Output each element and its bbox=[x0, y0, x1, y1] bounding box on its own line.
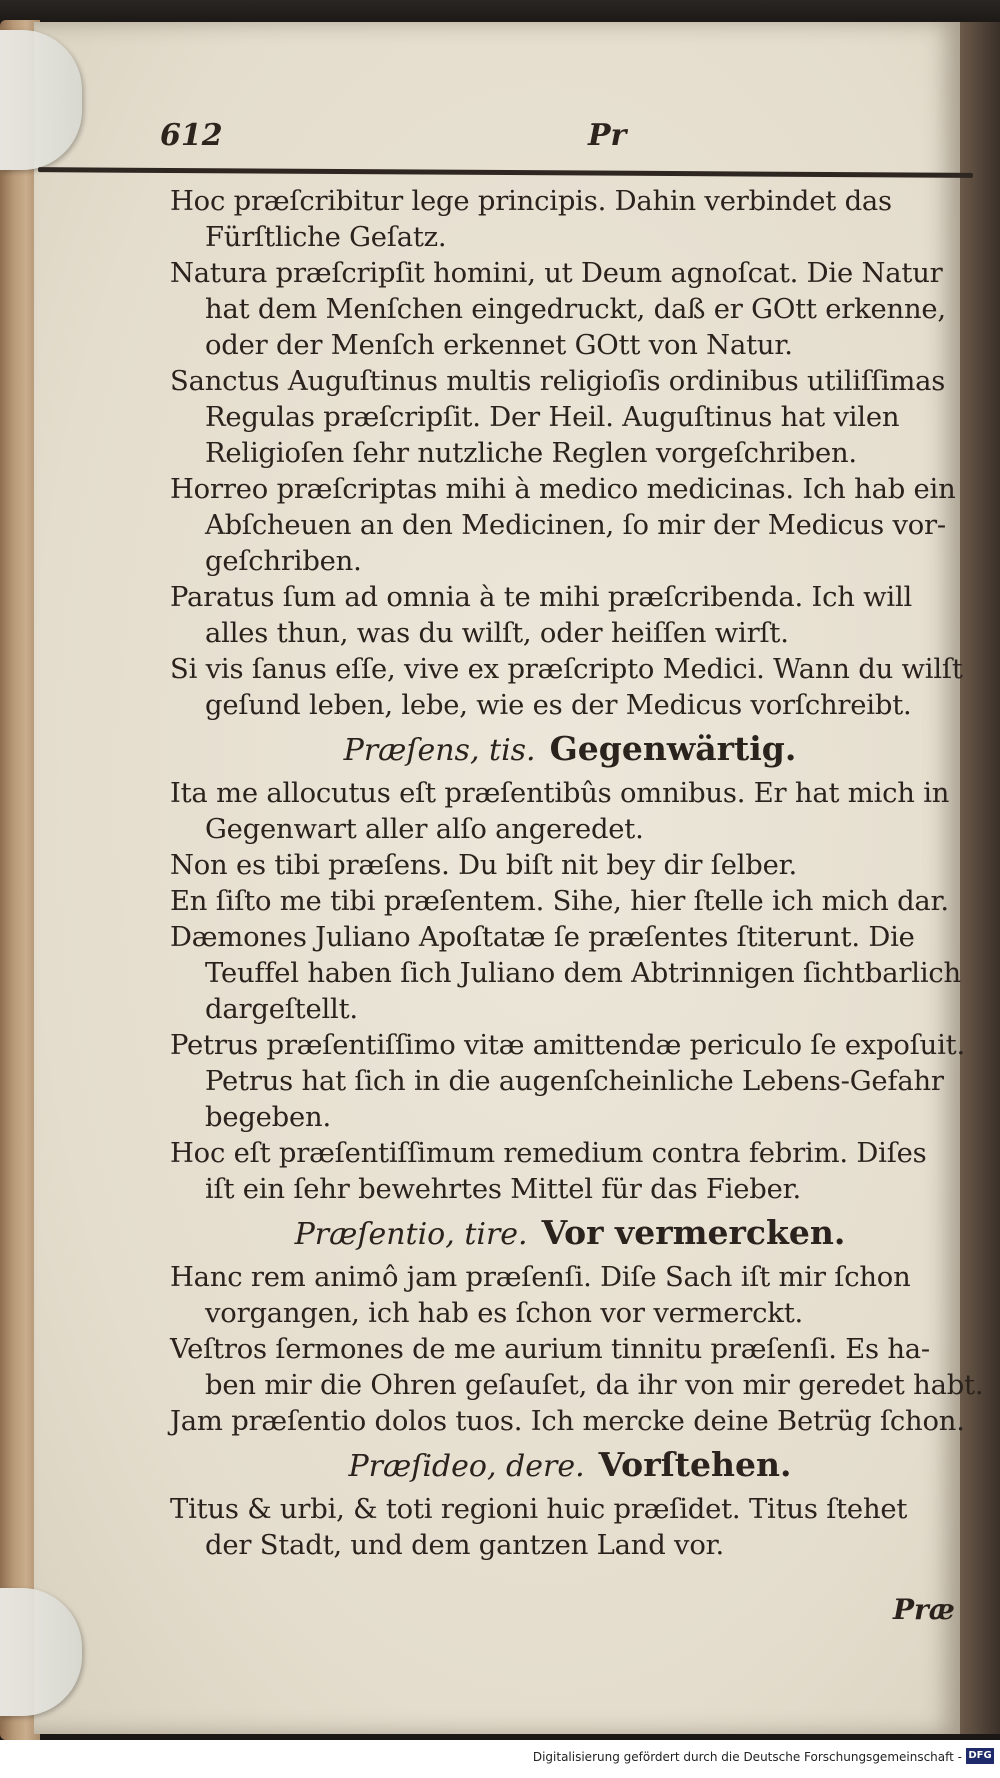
dictionary-entry bbox=[170, 652, 970, 724]
entry-line: Titus & urbi, & toti regioni huic præſidet. Titus ſtehet bbox=[170, 1494, 908, 1525]
entry-line: dargeſtellt. bbox=[205, 994, 358, 1025]
dictionary-entry bbox=[170, 920, 970, 1028]
entry-line: geſchriben. bbox=[205, 546, 362, 577]
dictionary-entry bbox=[170, 1136, 970, 1208]
footer-credit: Digitalisierung gefördert durch die Deutsche Forschungsgemeinschaft - bbox=[532, 1750, 962, 1764]
entry-line: Non es tibi præſens. Du biſt nit bey dir ſelber. bbox=[170, 850, 798, 881]
headword-latin: Præſideo, dere. bbox=[348, 1449, 585, 1484]
running-head: Pr bbox=[588, 118, 627, 153]
page-number: 612 bbox=[160, 118, 223, 153]
entry-line: iſt ein ſehr bewehrtes Mittel für das Fieber. bbox=[205, 1174, 802, 1205]
dictionary-text bbox=[170, 184, 984, 1564]
entry-line: Sanctus Auguſtinus multis religioſis ordinibus utiliſſimas bbox=[170, 366, 946, 397]
entry-line: Teuffel haben ſich Juliano dem Abtrinnigen ſichtbarlich bbox=[205, 958, 961, 989]
entry-line: Abſcheuen an den Medicinen, ſo mir der Medicus vor- bbox=[205, 510, 946, 541]
entry-line: begeben. bbox=[205, 1102, 331, 1133]
entry-line: Regulas præſcripſit. Der Heil. Auguſtinus hat vilen bbox=[205, 402, 900, 433]
entry-group bbox=[170, 184, 970, 724]
entry-line: der Stadt, und dem gantzen Land vor. bbox=[205, 1530, 724, 1561]
entry-line: Petrus hat ſich in die augenſcheinliche Lebens-Gefahr bbox=[205, 1066, 944, 1097]
headword-latin: Præſentio, tire. bbox=[294, 1217, 528, 1252]
headword-german: Vor vermercken. bbox=[541, 1213, 846, 1252]
headword-german: Gegenwärtig. bbox=[549, 729, 797, 768]
dictionary-entry bbox=[170, 1332, 984, 1404]
dictionary-entry bbox=[170, 1404, 970, 1440]
entry-line: Petrus præſentiſſimo vitæ amittendæ periculo ſe expoſuit. bbox=[170, 1030, 965, 1061]
scan-top-edge bbox=[0, 0, 1000, 22]
headword-latin: Præſens, tis. bbox=[343, 733, 536, 768]
entry-line: geſund leben, lebe, wie es der Medicus vorſchreibt. bbox=[205, 690, 912, 721]
catchword: Præ bbox=[893, 1593, 955, 1626]
entry-line: Religioſen ſehr nutzliche Reglen vorgeſchriben. bbox=[205, 438, 857, 469]
entry-line: En ſiſto me tibi præſentem. Sihe, hier ſtelle ich mich dar. bbox=[170, 886, 949, 917]
dictionary-entry bbox=[170, 256, 970, 364]
entry-line: Ita me allocutus eſt præſentibûs omnibus. Er hat mich in bbox=[170, 778, 950, 809]
dictionary-entry bbox=[170, 1028, 970, 1136]
headword-praesentio bbox=[170, 1210, 970, 1258]
digitization-footer bbox=[0, 1740, 1000, 1778]
entry-line: Jam præſentio dolos tuos. Ich mercke deine Betrüg ſchon. bbox=[170, 1406, 965, 1437]
entry-line: Gegenwart aller alſo angeredet. bbox=[205, 814, 644, 845]
entry-line: vorgangen, ich hab es ſchon vor vermerckt. bbox=[205, 1298, 804, 1329]
dictionary-entry bbox=[170, 1260, 970, 1332]
entry-line: Si vis ſanus eſſe, vive ex præſcripto Medici. Wann du wilſt bbox=[170, 654, 963, 685]
entry-group bbox=[170, 776, 970, 1208]
entry-group bbox=[170, 1260, 984, 1440]
entry-line: Veſtros ſermones de me aurium tinnitu præſenſi. Es ha- bbox=[170, 1334, 930, 1365]
dictionary-entry bbox=[170, 580, 970, 652]
entry-line: Horreo præſcriptas mihi à medico medicinas. Ich hab ein bbox=[170, 474, 956, 505]
dictionary-entry bbox=[170, 884, 970, 920]
dictionary-entry bbox=[170, 776, 970, 848]
entry-line: Hanc rem animô jam præſenſi. Diſe Sach iſt mir ſchon bbox=[170, 1262, 911, 1293]
entry-line: ben mir die Ohren geſauſet, da ihr von mir geredet habt. bbox=[205, 1370, 984, 1401]
entry-line: Natura præſcripſit homini, ut Deum agnoſcat. Die Natur bbox=[170, 258, 943, 289]
entry-line: Dæmones Juliano Apoſtatæ ſe præſentes ſtiterunt. Die bbox=[170, 922, 915, 953]
headword-praesideo bbox=[170, 1442, 970, 1490]
entry-group bbox=[170, 1492, 970, 1564]
dfg-logo: DFG bbox=[966, 1748, 994, 1764]
dictionary-entry bbox=[170, 184, 970, 256]
entry-line: oder der Menſch erkennet GOtt von Natur. bbox=[205, 330, 793, 361]
dictionary-entry bbox=[170, 848, 970, 884]
dictionary-entry bbox=[170, 364, 970, 472]
entry-line: alles thun, was du wilſt, oder heiſſen wirſt. bbox=[205, 618, 789, 649]
dictionary-entry bbox=[170, 1492, 970, 1564]
entry-line: hat dem Menſchen eingedruckt, daß er GOtt erkenne, bbox=[205, 294, 946, 325]
headword-praesens bbox=[170, 726, 970, 774]
entry-line: Paratus ſum ad omnia à te mihi præſcribenda. Ich will bbox=[170, 582, 913, 613]
entry-line: Fürſtliche Geſatz. bbox=[205, 222, 447, 253]
headword-german: Vorſtehen. bbox=[598, 1445, 792, 1484]
dictionary-entry bbox=[170, 472, 970, 580]
entry-line: Hoc eſt præſentiſſimum remedium contra febrim. Diſes bbox=[170, 1138, 927, 1169]
entry-line: Hoc præſcribitur lege principis. Dahin verbindet das bbox=[170, 186, 892, 217]
